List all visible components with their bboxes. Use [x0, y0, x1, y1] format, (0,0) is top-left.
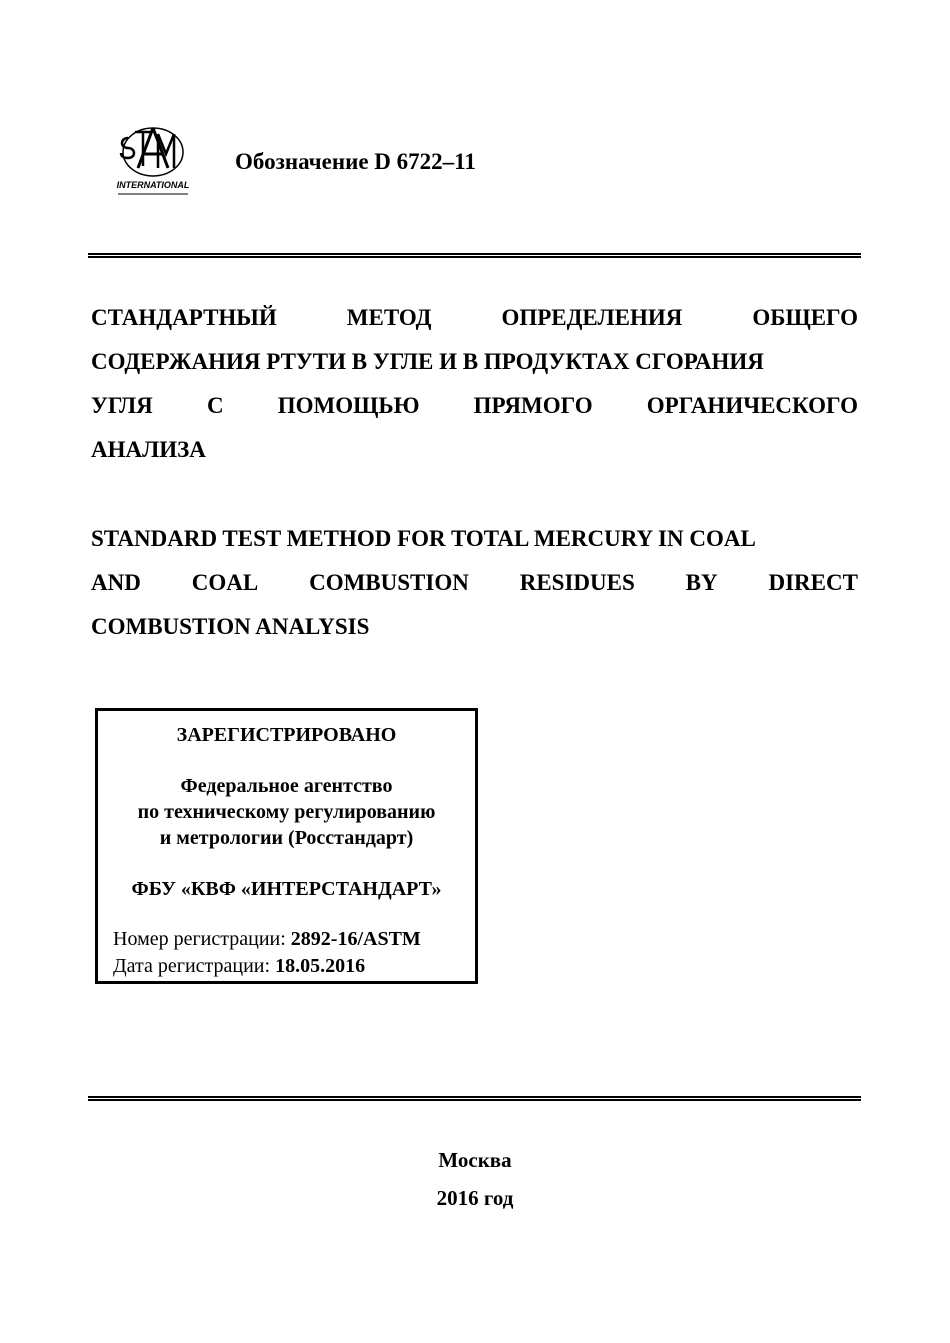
title-word: ПОМОЩЬЮ [277, 393, 420, 418]
registration-stamp [95, 708, 478, 984]
publication-city: Москва [438, 1148, 512, 1172]
agency-line: по техническому регулированию [137, 801, 436, 823]
top-divider [88, 253, 861, 258]
agency-line: и метрологии (Росстандарт) [159, 827, 414, 849]
title-line [91, 384, 858, 428]
title-word: С [206, 393, 224, 418]
registration-date-value: 18.05.2016 [275, 955, 366, 977]
agency-line: Федеральное агентство [180, 775, 393, 797]
registration-heading: ЗАРЕГИСТРИРОВАНО [176, 724, 397, 746]
registration-agency [98, 773, 475, 851]
astm-logo-icon [110, 124, 196, 200]
registration-number-label: Номер регистрации: [113, 928, 291, 950]
astm-logo [110, 124, 196, 200]
title-line [91, 340, 858, 384]
title-word: COMBUSTION [309, 570, 469, 595]
title-word: AND [91, 570, 141, 595]
title-word: STANDARD TEST METHOD FOR TOTAL MERCURY IN COAL [91, 526, 756, 551]
title-word: RESIDUES [519, 570, 635, 595]
registration-organization: ФБУ «КВФ «ИНТЕРСТАНДАРТ» [131, 878, 442, 900]
title-word: BY [685, 570, 718, 595]
registration-date-label: Дата регистрации: [113, 955, 276, 977]
title-word: АНАЛИЗА [91, 437, 206, 462]
title-word: COMBUSTION ANALYSIS [91, 614, 370, 639]
title-word: COAL [191, 570, 259, 595]
publication-year: 2016 год [436, 1186, 514, 1210]
title-russian [91, 296, 858, 472]
title-word: ОРГАНИЧЕСКОГО [646, 393, 858, 418]
title-line [91, 517, 858, 561]
title-word: ОБЩЕГО [752, 305, 858, 330]
title-line [91, 561, 858, 605]
title-line [91, 605, 858, 649]
title-word: УГЛЯ [91, 393, 153, 418]
bottom-divider [88, 1096, 861, 1101]
logo-text: INTERNATIONAL [116, 180, 190, 190]
title-word: DIRECT [768, 570, 858, 595]
title-word: СТАНДАРТНЫЙ [91, 305, 277, 330]
registration-date-row [113, 953, 421, 980]
title-word: МЕТОД [346, 305, 432, 330]
title-line [91, 428, 858, 472]
document-designation: Обозначение D 6722–11 [235, 149, 476, 174]
title-english [91, 517, 858, 649]
registration-number-row [113, 926, 421, 953]
registration-number-value: 2892-16/ASTM [290, 928, 421, 950]
title-word: СОДЕРЖАНИЯ РТУТИ В УГЛЕ И В ПРОДУКТАХ СГОРАНИЯ [91, 349, 764, 374]
registration-fields [113, 926, 421, 980]
title-word: ОПРЕДЕЛЕНИЯ [501, 305, 683, 330]
title-line [91, 296, 858, 340]
title-word: ПРЯМОГО [473, 393, 593, 418]
